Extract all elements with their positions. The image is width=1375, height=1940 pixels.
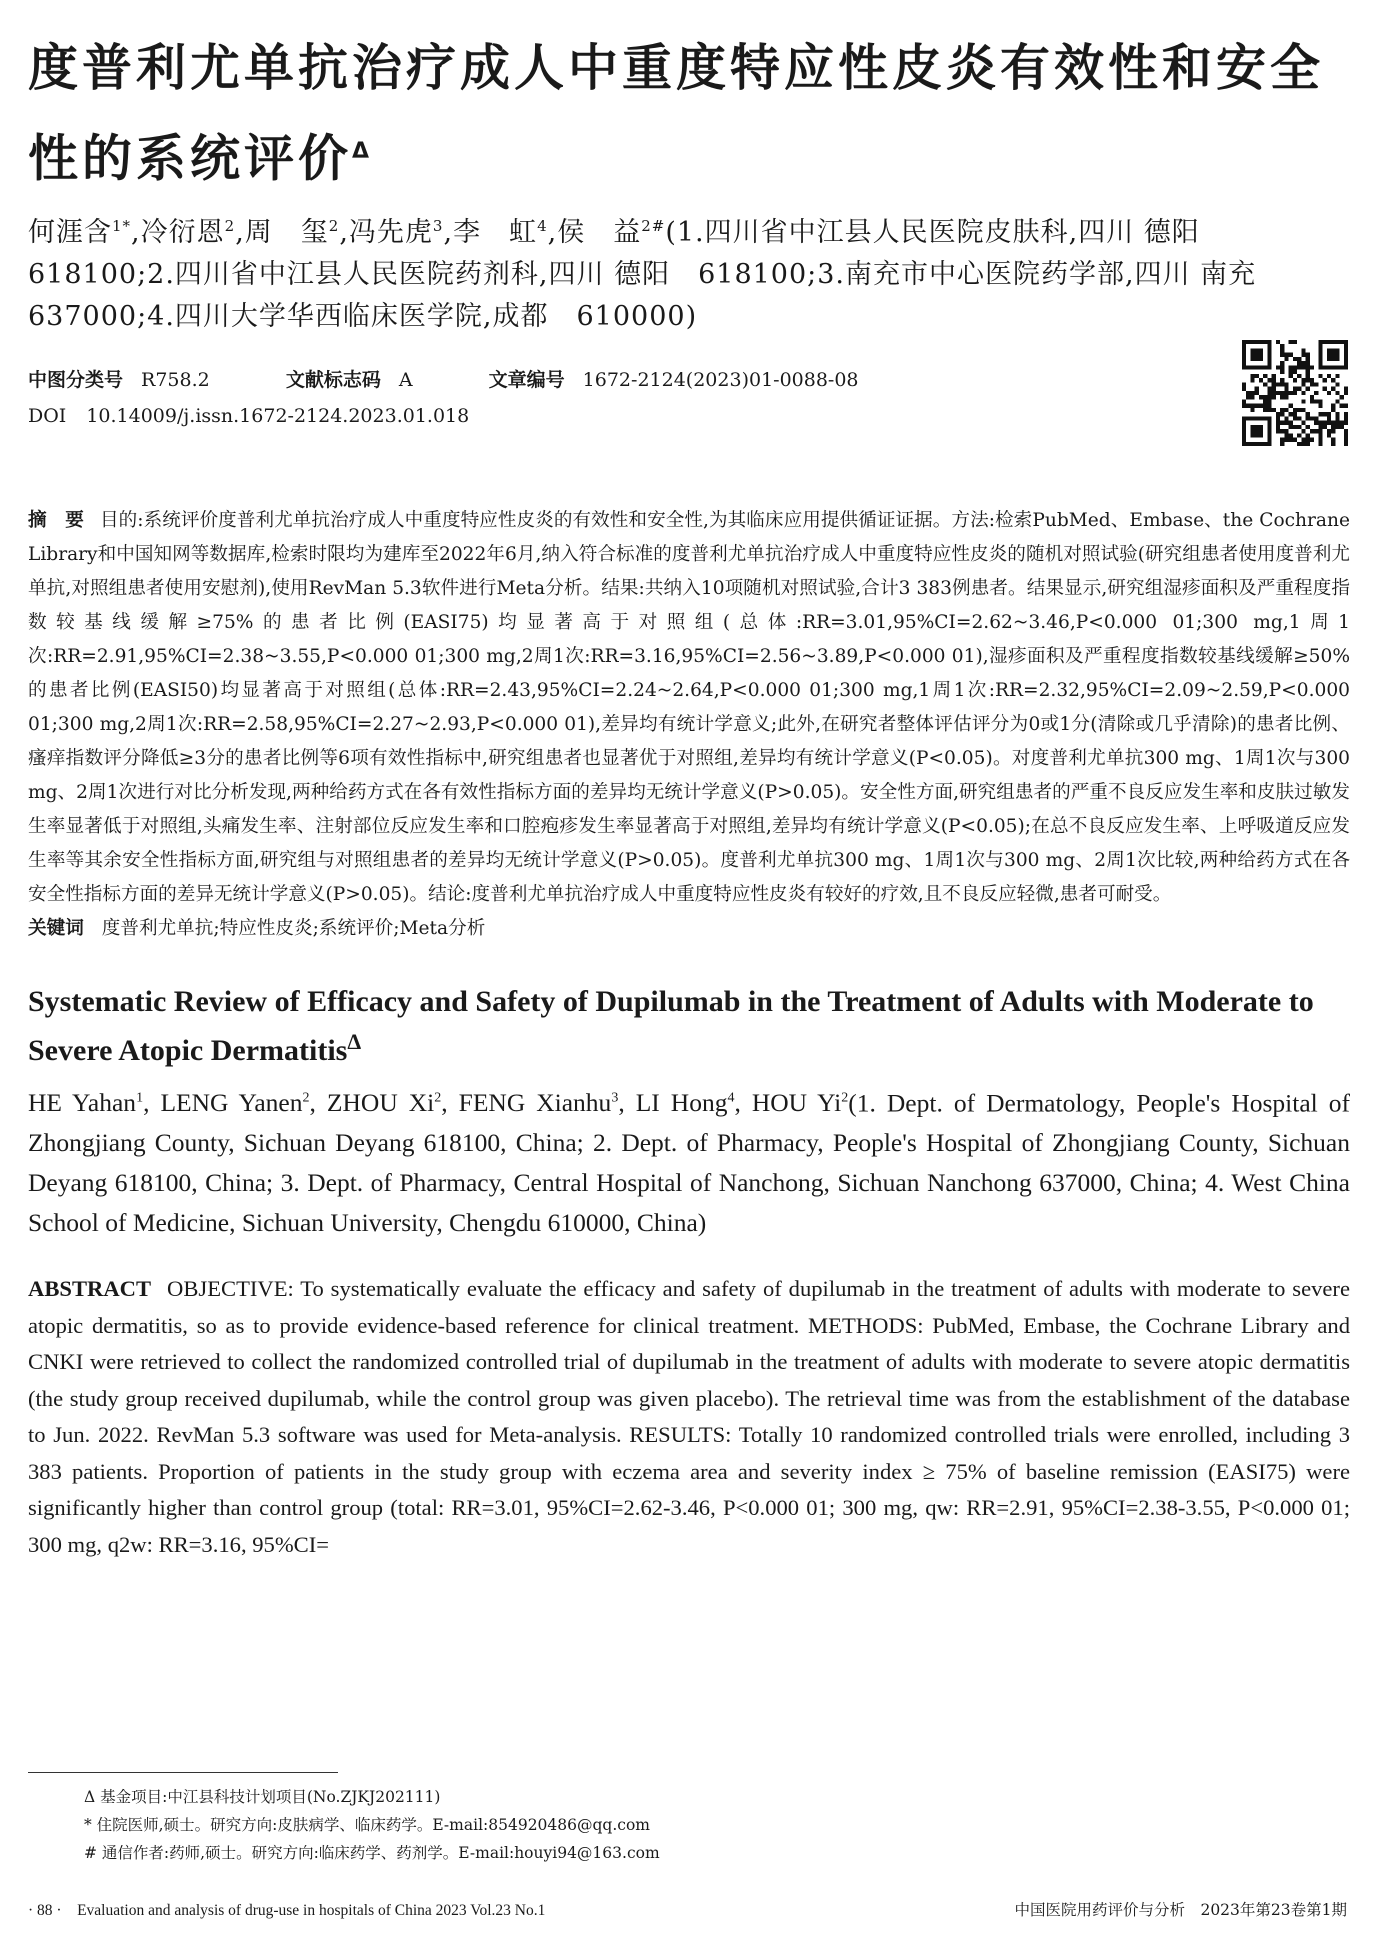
cn-author-affil-mark: 3 xyxy=(432,216,444,235)
abstract-cn xyxy=(28,504,1350,912)
keywords-cn xyxy=(28,912,1350,946)
author-list-cn: 何涯含$^{1*}$,冷衍恩$^2$,周 玺$^2$,冯先虎$^3$,李 虹$^4$,侯 益$^{2\#}$ xyxy=(28,216,666,248)
abstract-en-text: OBJECTIVE: To systematically evaluate the efficacy and safety of dupilumab in the treatment of adults with moderate to severe atopic dermatitis, so as to provide evidence-based reference for clinical treatment. METHODS: PubMed, Embase, the Cochrane Library and CNKI were retrieved to collect the randomized controlled trial of dupilumab in the treatment of adults with moderate to severe atopic dermatitis (the study group received dupilumab, while the control group was given placebo). The retrieval time was from the establishment of the database to Jun. 2022. RevMan 5.3 software was used for Meta-analysis. RESULTS: Totally 10 randomized controlled trials were enrolled, including 3 383 patients. Proportion of patients in the study group with eczema area and severity index ≥ 75% of baseline remission (EASI75) were significantly higher than control group (total: RR=3.01, 95%CI=2.62-3.46, P<0.000 01; 300 mg, qw: RR=2.91, 95%CI=2.38-3.55, P<0.000 01; 300 mg, q2w: RR=3.16, 95%CI= xyxy=(28,1276,1350,1557)
footnote-first-author: * 住院医师,硕士。研究方向:皮肤病学、临床药学。E-mail:854920486@qq.com xyxy=(84,1816,650,1834)
meta-row-ids xyxy=(28,362,1350,398)
article-page xyxy=(28,26,1350,1563)
footnote-corresponding: # 通信作者:药师,硕士。研究方向:临床药学、药剂学。E-mail:houyi94@163.com xyxy=(84,1844,660,1862)
footnote-fund: Δ 基金项目:中江县科技计划项目(No.ZJKJ202111) xyxy=(84,1788,441,1806)
footnote-rule xyxy=(28,1772,338,1773)
en-author-affil-mark: 2 xyxy=(841,1090,849,1106)
meta-row-doi xyxy=(28,398,1350,434)
cn-author-affil-mark: 2# xyxy=(641,216,666,235)
cn-author-name: 侯 益 xyxy=(557,216,642,248)
abstract-cn-text: 目的:系统评价度普利尤单抗治疗成人中重度特应性皮炎的有效性和安全性,为其临床应用提供循证证据。方法:检索PubMed、Embase、the Cochrane Library和中国知网等数据库,检索时限均为建库至2022年6月,纳入符合标准的度普利尤单抗治疗成人中重度特应性皮炎的随机对照试验(研究组患者使用度普利尤单抗,对照组患者使用安慰剂),使用RevMan 5.3软件进行Meta分析。结果:共纳入10项随机对照试验,合计3 383例患者。结果显示,研究组湿疹面积及严重程度指数较基线缓解≥75%的患者比例(EASI75)均显著高于对照组(总体:RR=3.01,95%CI=2.62~3.46,P<0.000 01;300 mg,1周1次:RR=2.91,95%CI=2.38~3.55,P<0.000 01;300 mg,2周1次:RR=3.16,95%CI=2.56~3.89,P<0.000 01),湿疹面积及严重程度指数较基线缓解≥50%的患者比例(EASI50)均显著高于对照组(总体:RR=2.43,95%CI=2.24~2.64,P<0.000 01;300 mg,1周1次:RR=2.32,95%CI=2.09~2.59,P<0.000 01;300 mg,2周1次:RR=2.58,95%CI=2.27~2.93,P<0.000 01),差异均有统计学意义;此外,在研究者整体评估评分为0或1分(清除或几乎清除)的患者比例、瘙痒指数评分降低≥3分的患者比例等6项有效性指标中,研究组患者也显著优于对照组,差异均有统计学意义(P<0.05)。对度普利尤单抗300 mg、1周1次与300 mg、2周1次进行对比分析发现,两种给药方式在各有效性指标方面的差异均无统计学意义(P>0.05)。安全性方面,研究组患者的严重不良反应发生率和皮肤过敏发生率显著低于对照组,头痛发生率、注射部位反应发生率和口腔疱疹发生率显著高于对照组,差异均有统计学意义(P<0.05);在总不良反应发生率、上呼吸道反应发生率等其余安全性指标方面,研究组与对照组患者的差异均无统计学意义(P>0.05)。度普利尤单抗300 mg、1周1次与300 mg、2周1次比较,两种给药方式在各安全性指标方面的差异无统计学意义(P>0.05)。结论:度普利尤单抗治疗成人中重度特应性皮炎有较好的疗效,且不良反应轻微,患者可耐受。 xyxy=(28,509,1350,905)
abstract-en-label: ABSTRACT xyxy=(28,1276,152,1302)
keywords-text: 度普利尤单抗;特应性皮炎;系统评价;Meta分析 xyxy=(101,917,486,939)
cn-author-name: 李 虹 xyxy=(453,216,538,248)
en-author-name: ZHOU Xi xyxy=(326,1088,435,1118)
cn-author-name: 冷衍恩 xyxy=(140,216,225,248)
title-en-fund-mark: Δ xyxy=(347,1028,362,1054)
footer-journal-en: · 88 · Evaluation and analysis of drug-use in hospitals of China 2023 Vol.23 No.1 xyxy=(28,1902,546,1919)
en-author-name: FENG Xianhu xyxy=(458,1088,612,1118)
affiliations-en: (1. Dept. of Dermatology, People's Hospital of Zhongjiang County, Sichuan Deyang 618100, China; 2. Dept. of Pharmacy, People's Hospital of Zhongjiang County, Sichuan Deyang 618100, China; 3. Dept. of Pharmacy, Central Hospital of Nanchong, Sichuan Nanchong 637000, China; 4. West China School of Medicine, Sichuan University, Chengdu 610000, China) xyxy=(28,1088,1350,1238)
article-no-value: 1672-2124(2023)01-0088-08 xyxy=(582,368,859,391)
article-no-label: 文章编号 xyxy=(488,368,565,391)
meta-block xyxy=(28,362,1350,482)
doi-value: 10.14009/j.issn.1672-2124.2023.01.018 xyxy=(86,404,470,427)
en-author-affil-mark: 3 xyxy=(611,1090,619,1106)
doi-label: DOI xyxy=(28,404,67,427)
title-en-text: Systematic Review of Efficacy and Safety of Dupilumab in the Treatment of Adults with Moderate to Severe Atopic Dermatitis xyxy=(28,984,1314,1067)
cn-author-name: 何涯含 xyxy=(28,216,112,248)
cn-author-name: 周 玺 xyxy=(244,216,329,248)
author-list-en: HE Yahan$^1$, LENG Yanen$^2$, ZHOU Xi$^2$, FENG Xianhu$^3$, LI Hong$^4$, HOU Yi$^2$ xyxy=(28,1088,849,1118)
clc-value: R758.2 xyxy=(141,368,210,391)
title-fund-mark: Δ xyxy=(352,139,374,164)
qr-code xyxy=(1242,340,1348,446)
abstract-en xyxy=(28,1271,1350,1563)
en-author-affil-mark: 1 xyxy=(136,1090,144,1106)
abstract-cn-label: 摘 要 xyxy=(28,509,84,531)
en-author-affil-mark: 4 xyxy=(727,1090,735,1106)
authors-cn xyxy=(28,205,1350,338)
title-en xyxy=(28,982,1350,1071)
en-author-name: LI Hong xyxy=(635,1088,728,1118)
affiliations-cn: (1.四川省中江县人民医院皮肤科,四川 德阳 618100;2.四川省中江县人民医院药剂科,四川 德阳 618100;3.南充市中心医院药学部,四川 南充 637000;4.四川大学华西临床医学院,成都 610000) xyxy=(28,216,1257,332)
title-cn xyxy=(28,26,1350,201)
cn-author-affil-mark: 4 xyxy=(537,216,548,235)
cn-author-affil-mark: 1* xyxy=(112,216,132,235)
cn-author-name: 冯先虎 xyxy=(348,216,433,248)
en-author-name: LENG Yanen xyxy=(160,1088,303,1118)
cn-author-affil-mark: 2 xyxy=(224,216,236,235)
en-author-name: HOU Yi xyxy=(751,1088,842,1118)
en-author-affil-mark: 2 xyxy=(302,1090,310,1106)
authors-en xyxy=(28,1079,1350,1244)
title-cn-text: 度普利尤单抗治疗成人中重度特应性皮炎有效性和安全性的系统评价 xyxy=(28,39,1324,188)
cn-author-affil-mark: 2 xyxy=(328,216,340,235)
clc-label: 中图分类号 xyxy=(28,368,124,391)
en-author-affil-mark: 2 xyxy=(434,1090,442,1106)
doc-code-value: A xyxy=(398,368,413,391)
footnotes xyxy=(84,1783,660,1867)
en-author-name: HE Yahan xyxy=(28,1088,137,1118)
doc-code-label: 文献标志码 xyxy=(285,368,381,391)
keywords-label: 关键词 xyxy=(28,917,84,939)
footer-journal-cn: 中国医院用药评价与分析 2023年第23卷第1期 xyxy=(1014,1901,1347,1919)
